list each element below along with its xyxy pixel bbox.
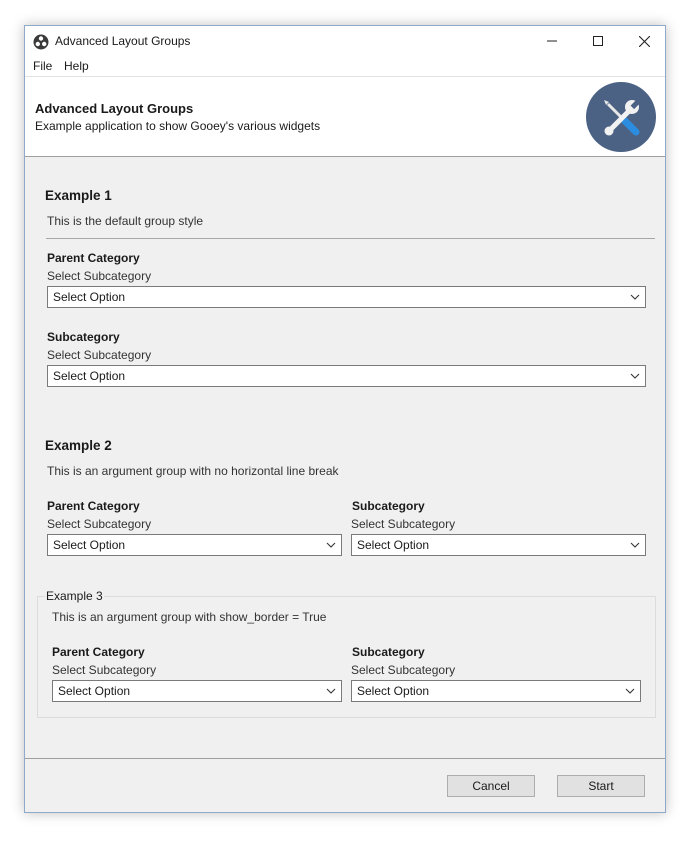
window-title: Advanced Layout Groups: [55, 34, 191, 48]
close-button[interactable]: [621, 26, 667, 56]
example2-title: Example 2: [45, 438, 112, 453]
example1-sub-select[interactable]: [47, 365, 646, 387]
example3-title: Example 3: [46, 589, 103, 603]
example1-sub-help: Select Subcategory: [47, 348, 152, 362]
example3-sub-label: Subcategory: [352, 645, 425, 659]
chevron-down-icon: [624, 681, 636, 701]
header-subtitle: Example application to show Gooey's various widgets: [35, 119, 321, 133]
wrench-screwdriver-icon: [586, 82, 656, 152]
chevron-down-icon: [629, 287, 641, 307]
example3-sub-select[interactable]: [351, 680, 641, 702]
maximize-button[interactable]: [575, 26, 621, 56]
example2-sub-select[interactable]: [351, 534, 646, 556]
example1-description: This is the default group style: [47, 214, 204, 228]
start-button[interactable]: Start: [557, 775, 645, 797]
example1-sub-label: Subcategory: [47, 330, 120, 344]
maximize-icon: [593, 36, 603, 46]
chevron-down-icon: [325, 535, 337, 555]
app-icon: [33, 34, 49, 50]
example3-sub-select-value: Select Option: [357, 684, 430, 698]
app-window: [24, 25, 666, 813]
example1-title: Example 1: [45, 188, 112, 203]
example1-parent-select-value: Select Option: [53, 290, 126, 304]
example1-sub-select-value: Select Option: [53, 369, 126, 383]
example1-parent-help: Select Subcategory: [47, 269, 152, 283]
header-title: Advanced Layout Groups: [35, 101, 194, 116]
title-bar[interactable]: [25, 26, 665, 56]
chevron-down-icon: [629, 535, 641, 555]
example3-parent-help: Select Subcategory: [52, 663, 157, 677]
minimize-icon: [547, 36, 557, 46]
example3-description: This is an argument group with show_border = True: [52, 610, 327, 624]
close-icon: [639, 36, 650, 47]
example1-parent-label: Parent Category: [47, 251, 140, 265]
example2-sub-label: Subcategory: [352, 499, 425, 513]
example3-parent-select[interactable]: [52, 680, 342, 702]
menu-file[interactable]: File: [33, 59, 53, 73]
example2-sub-select-value: Select Option: [357, 538, 430, 552]
example2-parent-select-value: Select Option: [53, 538, 126, 552]
cancel-button[interactable]: Cancel: [447, 775, 535, 797]
chevron-down-icon: [629, 366, 641, 386]
chevron-down-icon: [325, 681, 337, 701]
example2-parent-label: Parent Category: [47, 499, 140, 513]
example3-sub-help: Select Subcategory: [351, 663, 456, 677]
example1-divider: [46, 238, 655, 239]
example2-parent-help: Select Subcategory: [47, 517, 152, 531]
example2-parent-select[interactable]: [47, 534, 342, 556]
menu-bar: [25, 56, 665, 76]
footer-divider: [25, 758, 665, 759]
tools-logo: [586, 82, 656, 152]
example3-parent-label: Parent Category: [52, 645, 145, 659]
example2-sub-help: Select Subcategory: [351, 517, 456, 531]
minimize-button[interactable]: [529, 26, 575, 56]
menu-help[interactable]: Help: [64, 59, 89, 73]
example2-description: This is an argument group with no horizontal line break: [47, 464, 339, 478]
example3-parent-select-value: Select Option: [58, 684, 131, 698]
header-panel: [25, 76, 665, 157]
example1-parent-select[interactable]: [47, 286, 646, 308]
